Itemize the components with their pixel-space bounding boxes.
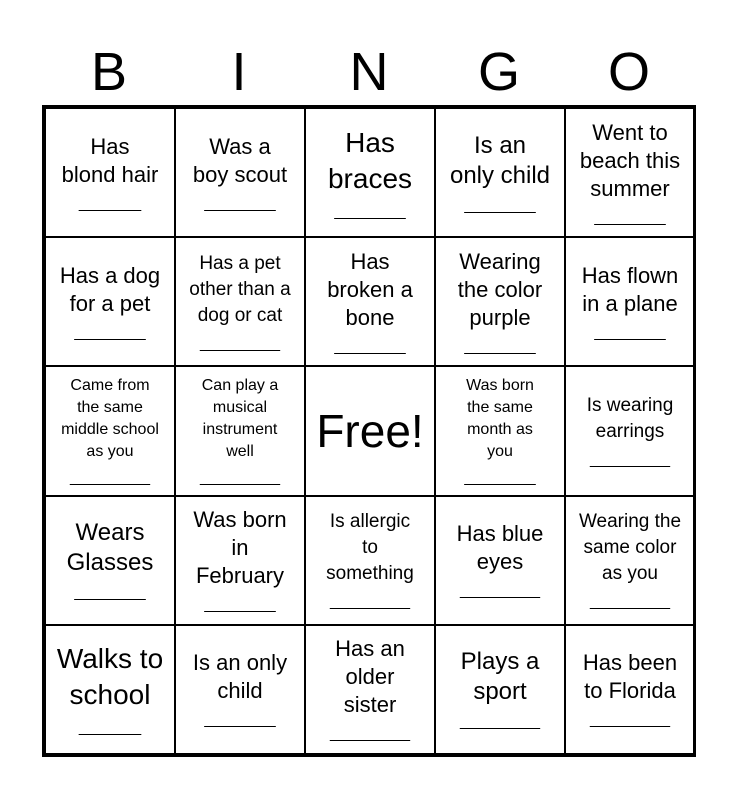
cell-text: Went to beach this summer bbox=[579, 119, 681, 201]
header-letter-i: I bbox=[231, 42, 247, 102]
cell-text: Was born the same month as you bbox=[466, 376, 534, 460]
signature-blank: _________ bbox=[69, 468, 151, 486]
cell-content bbox=[51, 133, 169, 213]
bingo-cell[interactable] bbox=[305, 237, 435, 366]
cell-content bbox=[181, 506, 299, 614]
signature-blank: ________ bbox=[204, 711, 276, 729]
cell-content bbox=[441, 131, 559, 215]
bingo-cell[interactable] bbox=[565, 366, 695, 495]
bingo-cell[interactable] bbox=[175, 366, 305, 495]
cell-text: Has braces bbox=[327, 126, 413, 194]
signature-blank: _________ bbox=[589, 593, 671, 611]
cell-content bbox=[51, 641, 169, 737]
cell-content bbox=[311, 248, 429, 356]
header-letter-n: N bbox=[349, 42, 389, 102]
bingo-cell[interactable] bbox=[175, 108, 305, 237]
cell-content bbox=[571, 262, 689, 342]
bingo-cell[interactable] bbox=[435, 625, 565, 754]
cell-content bbox=[51, 375, 169, 487]
signature-blank: ________ bbox=[464, 337, 536, 355]
bingo-cell[interactable] bbox=[45, 366, 175, 495]
bingo-cell[interactable] bbox=[45, 108, 175, 237]
cell-text: Has been to Florida bbox=[582, 650, 678, 704]
cell-content bbox=[181, 649, 299, 729]
bingo-cell[interactable] bbox=[565, 108, 695, 237]
bingo-header bbox=[44, 38, 694, 106]
cell-content bbox=[311, 403, 429, 459]
cell-text: Has blue eyes bbox=[456, 521, 544, 575]
bingo-cell[interactable] bbox=[45, 625, 175, 754]
cell-text: Has an older sister bbox=[335, 636, 405, 718]
cell-content bbox=[181, 375, 299, 487]
cell-text: Is allergic to something bbox=[326, 511, 414, 585]
bingo-cell[interactable] bbox=[565, 237, 695, 366]
signature-blank: ________ bbox=[594, 323, 666, 341]
cell-content bbox=[571, 393, 689, 469]
signature-blank: ________ bbox=[594, 208, 666, 226]
signature-blank: ________ bbox=[204, 194, 276, 212]
cell-text: Free! bbox=[316, 404, 424, 457]
cell-content bbox=[441, 647, 559, 731]
cell-content bbox=[181, 251, 299, 353]
signature-blank: _______ bbox=[78, 719, 142, 737]
cell-text: Is an only child bbox=[449, 131, 551, 189]
cell-content bbox=[571, 509, 689, 611]
bingo-cell[interactable] bbox=[435, 366, 565, 495]
cell-text: Wears Glasses bbox=[66, 519, 154, 577]
cell-content bbox=[571, 119, 689, 227]
cell-content bbox=[311, 509, 429, 611]
signature-blank: ________ bbox=[204, 596, 276, 614]
bingo-cell[interactable] bbox=[175, 496, 305, 625]
cell-content bbox=[571, 649, 689, 729]
signature-blank: _______ bbox=[78, 194, 142, 212]
cell-text: Has a pet other than a dog or cat bbox=[189, 252, 291, 326]
cell-content bbox=[51, 518, 169, 602]
cell-content bbox=[441, 375, 559, 487]
cell-text: Wearing the same color as you bbox=[578, 511, 682, 585]
signature-blank: _________ bbox=[199, 334, 281, 352]
cell-content bbox=[441, 248, 559, 356]
cell-text: Can play a musical instrument well bbox=[201, 376, 279, 460]
signature-blank: ________ bbox=[74, 584, 146, 602]
bingo-cell[interactable] bbox=[565, 625, 695, 754]
cell-text: Was a boy scout bbox=[192, 133, 288, 187]
signature-blank: _________ bbox=[589, 450, 671, 468]
bingo-cell[interactable] bbox=[45, 237, 175, 366]
signature-blank: _________ bbox=[459, 582, 541, 600]
cell-text: Has broken a bone bbox=[327, 248, 413, 330]
bingo-board bbox=[42, 105, 696, 757]
cell-text: Was born in February bbox=[193, 507, 287, 589]
bingo-cell[interactable] bbox=[565, 496, 695, 625]
bingo-cell[interactable] bbox=[45, 496, 175, 625]
cell-text: Has blond hair bbox=[61, 133, 159, 187]
signature-blank: _________ bbox=[459, 713, 541, 731]
bingo-cell[interactable] bbox=[435, 108, 565, 237]
cell-text: Wearing the color purple bbox=[457, 248, 543, 330]
signature-blank: _________ bbox=[329, 593, 411, 611]
cell-text: Is wearing earrings bbox=[586, 394, 674, 442]
signature-blank: _________ bbox=[589, 711, 671, 729]
bingo-cell[interactable] bbox=[305, 496, 435, 625]
cell-text: Is an only child bbox=[192, 650, 288, 704]
signature-blank: ________ bbox=[334, 202, 406, 220]
cell-text: Plays a sport bbox=[460, 648, 540, 706]
bingo-cell[interactable] bbox=[305, 108, 435, 237]
signature-blank: _________ bbox=[329, 725, 411, 743]
signature-blank: _________ bbox=[199, 468, 281, 486]
cell-text: Came from the same middle school as you bbox=[61, 376, 159, 460]
cell-content bbox=[311, 125, 429, 221]
header-letter-g: G bbox=[477, 42, 520, 102]
cell-content bbox=[311, 635, 429, 743]
bingo-cell[interactable] bbox=[435, 496, 565, 625]
signature-blank: ________ bbox=[334, 337, 406, 355]
header-letter-b: B bbox=[90, 42, 128, 102]
header-letter-o: O bbox=[607, 42, 650, 102]
signature-blank: ________ bbox=[464, 468, 536, 486]
bingo-cell[interactable] bbox=[175, 625, 305, 754]
bingo-cell[interactable] bbox=[175, 237, 305, 366]
cell-content bbox=[51, 262, 169, 342]
cell-content bbox=[441, 520, 559, 600]
bingo-cell[interactable] bbox=[435, 237, 565, 366]
cell-text: Has flown in a plane bbox=[581, 262, 679, 316]
cell-text: Has a dog for a pet bbox=[59, 262, 161, 316]
cell-text: Walks to school bbox=[56, 643, 164, 711]
signature-blank: ________ bbox=[464, 196, 536, 214]
signature-blank: ________ bbox=[74, 323, 146, 341]
bingo-cell[interactable] bbox=[305, 625, 435, 754]
bingo-cell[interactable] bbox=[305, 366, 435, 495]
cell-content bbox=[181, 133, 299, 213]
